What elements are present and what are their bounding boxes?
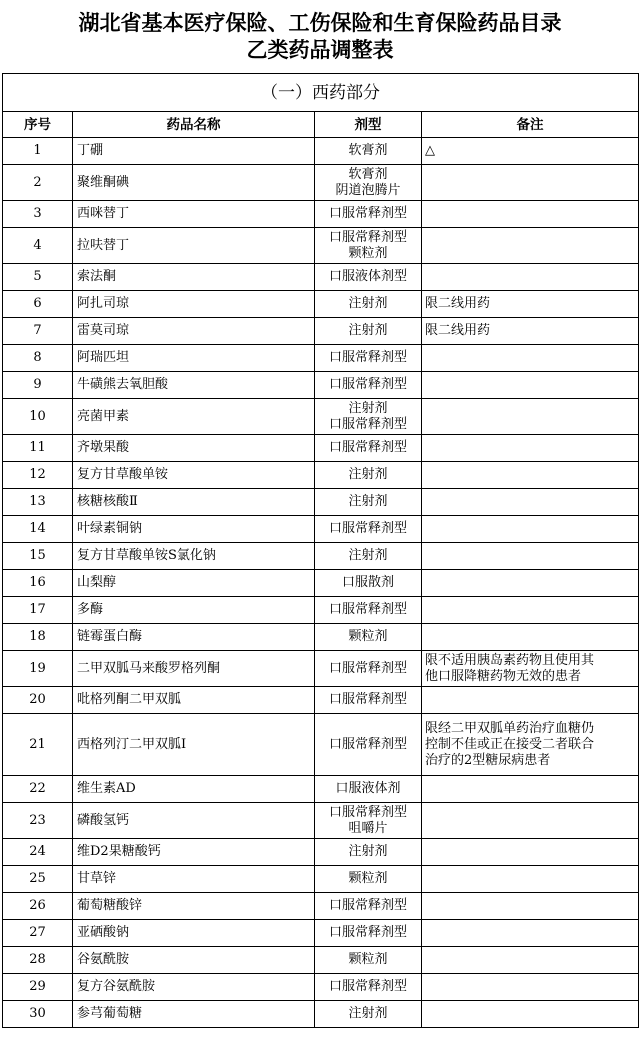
table-row bbox=[3, 803, 639, 839]
cell-dosage-form: 注射剂 bbox=[315, 462, 422, 489]
cell-drug-name: 西咪替丁 bbox=[73, 201, 315, 228]
cell-dosage-form: 注射剂 bbox=[315, 291, 422, 318]
table-row bbox=[3, 291, 639, 318]
cell-no: 12 bbox=[3, 462, 73, 489]
cell-dosage-form: 软膏剂 阴道泡腾片 bbox=[315, 165, 422, 201]
table-row bbox=[3, 228, 639, 264]
table-row bbox=[3, 687, 639, 714]
table-row bbox=[3, 165, 639, 201]
cell-dosage-form: 注射剂 口服常释剂型 bbox=[315, 399, 422, 435]
cell-dosage-form: 注射剂 bbox=[315, 839, 422, 866]
cell-no: 19 bbox=[3, 651, 73, 687]
table-row bbox=[3, 839, 639, 866]
cell-note bbox=[422, 570, 639, 597]
table-row bbox=[3, 435, 639, 462]
table-row bbox=[3, 947, 639, 974]
table-row bbox=[3, 399, 639, 435]
cell-drug-name: 复方谷氨酰胺 bbox=[73, 974, 315, 1001]
cell-no: 4 bbox=[3, 228, 73, 264]
cell-drug-name: 西格列汀二甲双胍Ⅰ bbox=[73, 714, 315, 776]
cell-dosage-form: 口服常释剂型 bbox=[315, 201, 422, 228]
cell-drug-name: 葡萄糖酸锌 bbox=[73, 893, 315, 920]
cell-drug-name: 维生素AD bbox=[73, 776, 315, 803]
cell-dosage-form: 口服常释剂型 bbox=[315, 597, 422, 624]
document-title-line2: 乙类药品调整表 bbox=[246, 38, 394, 62]
cell-note bbox=[422, 462, 639, 489]
column-header-row bbox=[3, 112, 639, 138]
table-row bbox=[3, 543, 639, 570]
cell-no: 22 bbox=[3, 776, 73, 803]
cell-note bbox=[422, 893, 639, 920]
cell-note: 限二线用药 bbox=[422, 318, 639, 345]
cell-drug-name: 索法酮 bbox=[73, 264, 315, 291]
cell-dosage-form: 口服液体剂型 bbox=[315, 264, 422, 291]
table-row bbox=[3, 624, 639, 651]
cell-note bbox=[422, 228, 639, 264]
cell-note bbox=[422, 1001, 639, 1028]
cell-dosage-form: 颗粒剂 bbox=[315, 947, 422, 974]
cell-note bbox=[422, 803, 639, 839]
cell-dosage-form: 口服常释剂型 bbox=[315, 516, 422, 543]
table-row bbox=[3, 372, 639, 399]
cell-drug-name: 亮菌甲素 bbox=[73, 399, 315, 435]
table-row bbox=[3, 776, 639, 803]
table-row bbox=[3, 489, 639, 516]
cell-note: 限经二甲双胍单药治疗血糖仍 控制不佳或正在接受二者联合 治疗的2型糖尿病患者 bbox=[422, 714, 639, 776]
table-row bbox=[3, 462, 639, 489]
table-row bbox=[3, 920, 639, 947]
table-row bbox=[3, 201, 639, 228]
cell-note bbox=[422, 776, 639, 803]
cell-note bbox=[422, 399, 639, 435]
cell-no: 21 bbox=[3, 714, 73, 776]
column-header-no: 序号 bbox=[3, 112, 73, 138]
cell-drug-name: 叶绿素铜钠 bbox=[73, 516, 315, 543]
table-row bbox=[3, 345, 639, 372]
cell-dosage-form: 口服液体剂 bbox=[315, 776, 422, 803]
cell-no: 6 bbox=[3, 291, 73, 318]
table-row bbox=[3, 570, 639, 597]
cell-dosage-form: 注射剂 bbox=[315, 489, 422, 516]
cell-dosage-form: 口服散剂 bbox=[315, 570, 422, 597]
table-row bbox=[3, 516, 639, 543]
cell-no: 11 bbox=[3, 435, 73, 462]
cell-dosage-form: 口服常释剂型 颗粒剂 bbox=[315, 228, 422, 264]
cell-no: 9 bbox=[3, 372, 73, 399]
cell-no: 20 bbox=[3, 687, 73, 714]
cell-note bbox=[422, 489, 639, 516]
cell-no: 24 bbox=[3, 839, 73, 866]
cell-drug-name: 拉呋替丁 bbox=[73, 228, 315, 264]
cell-note bbox=[422, 516, 639, 543]
cell-no: 25 bbox=[3, 866, 73, 893]
cell-note bbox=[422, 597, 639, 624]
cell-drug-name: 亚硒酸钠 bbox=[73, 920, 315, 947]
table-row bbox=[3, 138, 639, 165]
cell-dosage-form: 口服常释剂型 bbox=[315, 372, 422, 399]
section-title: （一）西药部分 bbox=[3, 74, 639, 112]
cell-note bbox=[422, 372, 639, 399]
cell-drug-name: 磷酸氢钙 bbox=[73, 803, 315, 839]
cell-no: 30 bbox=[3, 1001, 73, 1028]
cell-drug-name: 阿扎司琼 bbox=[73, 291, 315, 318]
cell-no: 26 bbox=[3, 893, 73, 920]
cell-no: 3 bbox=[3, 201, 73, 228]
cell-note bbox=[422, 201, 639, 228]
cell-no: 8 bbox=[3, 345, 73, 372]
cell-dosage-form: 口服常释剂型 bbox=[315, 345, 422, 372]
column-header-name: 药品名称 bbox=[73, 112, 315, 138]
cell-no: 29 bbox=[3, 974, 73, 1001]
cell-drug-name: 甘草锌 bbox=[73, 866, 315, 893]
cell-dosage-form: 颗粒剂 bbox=[315, 624, 422, 651]
cell-dosage-form: 注射剂 bbox=[315, 543, 422, 570]
cell-drug-name: 参芎葡萄糖 bbox=[73, 1001, 315, 1028]
cell-note bbox=[422, 920, 639, 947]
cell-drug-name: 复方甘草酸单铵S氯化钠 bbox=[73, 543, 315, 570]
cell-dosage-form: 注射剂 bbox=[315, 318, 422, 345]
cell-note bbox=[422, 624, 639, 651]
cell-no: 28 bbox=[3, 947, 73, 974]
cell-dosage-form: 口服常释剂型 bbox=[315, 920, 422, 947]
cell-drug-name: 复方甘草酸单铵 bbox=[73, 462, 315, 489]
cell-no: 17 bbox=[3, 597, 73, 624]
drug-table bbox=[2, 73, 639, 1028]
table-row bbox=[3, 893, 639, 920]
table-row bbox=[3, 651, 639, 687]
cell-drug-name: 维D2果糖酸钙 bbox=[73, 839, 315, 866]
cell-no: 23 bbox=[3, 803, 73, 839]
cell-drug-name: 吡格列酮二甲双胍 bbox=[73, 687, 315, 714]
cell-drug-name: 核糖核酸Ⅱ bbox=[73, 489, 315, 516]
cell-no: 18 bbox=[3, 624, 73, 651]
cell-drug-name: 丁硼 bbox=[73, 138, 315, 165]
cell-no: 5 bbox=[3, 264, 73, 291]
cell-note bbox=[422, 687, 639, 714]
cell-dosage-form: 颗粒剂 bbox=[315, 866, 422, 893]
cell-dosage-form: 口服常释剂型 咀嚼片 bbox=[315, 803, 422, 839]
document-title-line1: 湖北省基本医疗保险、工伤保险和生育保险药品目录 bbox=[78, 11, 562, 35]
cell-drug-name: 聚维酮碘 bbox=[73, 165, 315, 201]
cell-note bbox=[422, 839, 639, 866]
table-row bbox=[3, 714, 639, 776]
cell-note bbox=[422, 866, 639, 893]
section-header-row bbox=[3, 74, 639, 112]
table-body bbox=[3, 138, 639, 1028]
cell-no: 27 bbox=[3, 920, 73, 947]
column-header-form: 剂型 bbox=[315, 112, 422, 138]
table-row bbox=[3, 1001, 639, 1028]
cell-dosage-form: 口服常释剂型 bbox=[315, 687, 422, 714]
cell-drug-name: 多酶 bbox=[73, 597, 315, 624]
cell-note bbox=[422, 264, 639, 291]
cell-drug-name: 阿瑞匹坦 bbox=[73, 345, 315, 372]
cell-drug-name: 链霉蛋白酶 bbox=[73, 624, 315, 651]
cell-note bbox=[422, 345, 639, 372]
cell-no: 14 bbox=[3, 516, 73, 543]
cell-drug-name: 雷莫司琼 bbox=[73, 318, 315, 345]
cell-no: 1 bbox=[3, 138, 73, 165]
cell-no: 16 bbox=[3, 570, 73, 597]
cell-note bbox=[422, 435, 639, 462]
table-row bbox=[3, 264, 639, 291]
cell-drug-name: 牛磺熊去氧胆酸 bbox=[73, 372, 315, 399]
cell-note: △ bbox=[422, 138, 639, 165]
cell-dosage-form: 口服常释剂型 bbox=[315, 435, 422, 462]
cell-dosage-form: 口服常释剂型 bbox=[315, 974, 422, 1001]
cell-note: 限二线用药 bbox=[422, 291, 639, 318]
cell-dosage-form: 注射剂 bbox=[315, 1001, 422, 1028]
cell-note bbox=[422, 543, 639, 570]
column-header-note: 备注 bbox=[422, 112, 639, 138]
cell-no: 7 bbox=[3, 318, 73, 345]
table-row bbox=[3, 318, 639, 345]
table-row bbox=[3, 866, 639, 893]
cell-dosage-form: 软膏剂 bbox=[315, 138, 422, 165]
cell-note bbox=[422, 974, 639, 1001]
cell-no: 13 bbox=[3, 489, 73, 516]
cell-note bbox=[422, 947, 639, 974]
table-row bbox=[3, 597, 639, 624]
cell-drug-name: 齐墩果酸 bbox=[73, 435, 315, 462]
cell-drug-name: 二甲双胍马来酸罗格列酮 bbox=[73, 651, 315, 687]
cell-no: 10 bbox=[3, 399, 73, 435]
cell-note: 限不适用胰岛素药物且使用其 他口服降糖药物无效的患者 bbox=[422, 651, 639, 687]
table-row bbox=[3, 974, 639, 1001]
cell-note bbox=[422, 165, 639, 201]
cell-dosage-form: 口服常释剂型 bbox=[315, 714, 422, 776]
cell-no: 2 bbox=[3, 165, 73, 201]
cell-dosage-form: 口服常释剂型 bbox=[315, 893, 422, 920]
cell-no: 15 bbox=[3, 543, 73, 570]
cell-dosage-form: 口服常释剂型 bbox=[315, 651, 422, 687]
cell-drug-name: 谷氨酰胺 bbox=[73, 947, 315, 974]
cell-drug-name: 山梨醇 bbox=[73, 570, 315, 597]
